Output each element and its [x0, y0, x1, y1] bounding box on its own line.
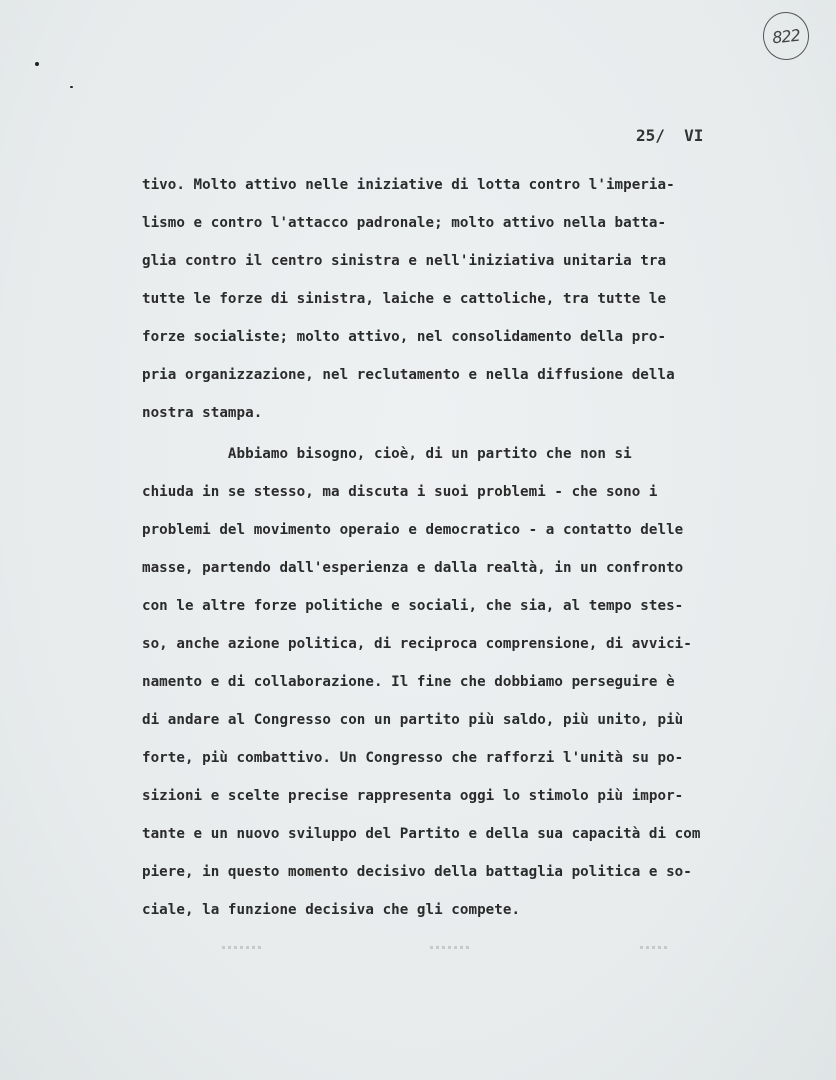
text-line: forte, più combattivo. Un Congresso che rafforzi l'unità su po- [142, 750, 684, 766]
faint-mark [640, 946, 670, 949]
text-line: tutte le forze di sinistra, laiche e cattoliche, tra tutte le [142, 291, 667, 307]
text-line: tivo. Molto attivo nelle iniziative di lotta contro l'imperia- [142, 177, 675, 193]
text-line: tante e un nuovo sviluppo del Partito e della sua capacità di com [142, 826, 701, 842]
text-line: nostra stampa. [142, 405, 263, 421]
text-line: glia contro il centro sinistra e nell'iniziativa unitaria tra [142, 253, 667, 269]
faint-mark [430, 946, 470, 949]
text-line: piere, in questo momento decisivo della battaglia politica e so- [142, 864, 692, 880]
text-line: sizioni e scelte precise rappresenta oggi lo stimolo più impor- [142, 788, 684, 804]
page-number: 25/ VI [636, 126, 704, 145]
ink-speck [70, 86, 73, 88]
text-line: so, anche azione politica, di reciproca comprensione, di avvici- [142, 636, 692, 652]
text-line: con le altre forze politiche e sociali, che sia, al tempo stes- [142, 598, 684, 614]
archive-stamp: 822 [761, 10, 812, 63]
text-line: di andare al Congresso con un partito più saldo, più unito, più [142, 712, 684, 728]
text-line: chiuda in se stesso, ma discuta i suoi problemi - che sono i [142, 484, 658, 500]
text-line: masse, partendo dall'esperienza e dalla realtà, in un confronto [142, 560, 684, 576]
text-line: namento e di collaborazione. Il fine che dobbiamo perseguire è [142, 674, 675, 690]
text-line: Abbiamo bisogno, cioè, di un partito che non si [142, 446, 632, 462]
faint-mark [222, 946, 262, 949]
text-line: lismo e contro l'attacco padronale; molto attivo nella batta- [142, 215, 667, 231]
text-line: ciale, la funzione decisiva che gli compete. [142, 902, 521, 918]
text-line: problemi del movimento operaio e democratico - a contatto delle [142, 522, 684, 538]
text-line: forze socialiste; molto attivo, nel consolidamento della pro- [142, 329, 667, 345]
text-line: pria organizzazione, nel reclutamento e nella diffusione della [142, 367, 675, 383]
ink-speck [35, 62, 39, 66]
